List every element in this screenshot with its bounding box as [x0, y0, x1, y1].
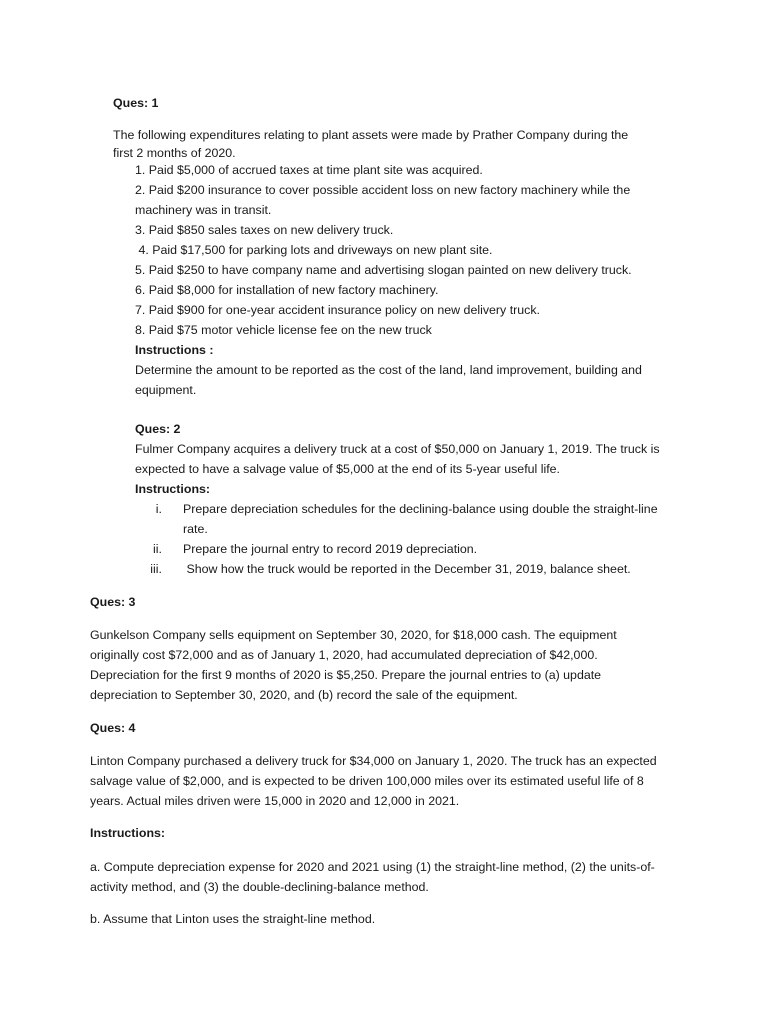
- q3-line-4: depreciation to September 30, 2020, and (b) record the sale of the equipment.: [90, 688, 518, 702]
- q2-instructions-label: Instructions:: [135, 482, 211, 496]
- q2-list-item-1: Prepare depreciation schedules for the declining-balance using double the straight-line: [183, 502, 658, 516]
- q1-item-4: 4. Paid $17,500 for parking lots and driveways on new plant site.: [135, 243, 493, 257]
- q2-list-item-1-cont: rate.: [183, 522, 208, 536]
- q1-instructions-line1: Determine the amount to be reported as the cost of the land, land improvement, building and: [135, 363, 642, 377]
- q1-item-6: 6. Paid $8,000 for installation of new factory machinery.: [135, 283, 439, 297]
- q4-line-2: salvage value of $2,000, and is expected to be driven 100,000 miles over its estimated useful life of 8: [90, 774, 644, 788]
- q1-item-2: 2. Paid $200 insurance to cover possible accident loss on new factory machinery while the: [135, 183, 631, 197]
- q2-list-num-3: iii.: [150, 562, 162, 576]
- q1-item-2-cont: machinery was in transit.: [135, 203, 272, 217]
- q4-line-3: years. Actual miles driven were 15,000 in 2020 and 12,000 in 2021.: [90, 794, 460, 808]
- q1-item-1: 1. Paid $5,000 of accrued taxes at time plant site was acquired.: [135, 163, 483, 177]
- q4-heading: Ques: 4: [90, 721, 136, 735]
- q1-intro-line1: The following expenditures relating to plant assets were made by Prather Company during the: [113, 128, 629, 142]
- q3-heading: Ques: 3: [90, 595, 136, 609]
- q2-list-num-1: i.: [155, 502, 162, 516]
- q2-heading: Ques: 2: [135, 422, 181, 436]
- q1-intro-line2: first 2 months of 2020.: [113, 146, 236, 160]
- q3-line-1: Gunkelson Company sells equipment on September 30, 2020, for $18,000 cash. The equipment: [90, 628, 617, 642]
- q1-item-8: 8. Paid $75 motor vehicle license fee on the new truck: [135, 323, 432, 337]
- q3-line-3: Depreciation for the first 9 months of 2020 is $5,250. Prepare the journal entries to (a) update: [90, 668, 602, 682]
- q1-heading: Ques: 1: [113, 96, 159, 110]
- q2-body-line2: expected to have a salvage value of $5,000 at the end of its 5-year useful life.: [135, 462, 561, 476]
- q2-list-item-3: Show how the truck would be reported in the December 31, 2019, balance sheet.: [183, 562, 631, 576]
- q4-line-1: Linton Company purchased a delivery truck for $34,000 on January 1, 2020. The truck has an expected: [90, 754, 657, 768]
- q2-body-line1: Fulmer Company acquires a delivery truck at a cost of $50,000 on January 1, 2019. The truck is: [135, 442, 660, 456]
- q3-line-2: originally cost $72,000 and as of January 1, 2020, had accumulated depreciation of $42,000.: [90, 648, 598, 662]
- q2-list-num-2: ii.: [153, 542, 162, 556]
- q2-list-item-2: Prepare the journal entry to record 2019 depreciation.: [183, 542, 478, 556]
- q1-item-3: 3. Paid $850 sales taxes on new delivery truck.: [135, 223, 394, 237]
- q1-instructions-label: Instructions :: [135, 343, 214, 357]
- q4-part-a-line2: activity method, and (3) the double-declining-balance method.: [90, 880, 429, 894]
- q4-instructions-label: Instructions:: [90, 826, 166, 840]
- q1-item-7: 7. Paid $900 for one-year accident insurance policy on new delivery truck.: [135, 303, 540, 317]
- q1-instructions-line2: equipment.: [135, 383, 197, 397]
- q1-item-5: 5. Paid $250 to have company name and advertising slogan painted on new delivery truck.: [135, 263, 632, 277]
- q4-part-a-line1: a. Compute depreciation expense for 2020 and 2021 using (1) the straight-line method, (2) the units-of-: [90, 860, 655, 874]
- q4-part-b: b. Assume that Linton uses the straight-line method.: [90, 912, 376, 926]
